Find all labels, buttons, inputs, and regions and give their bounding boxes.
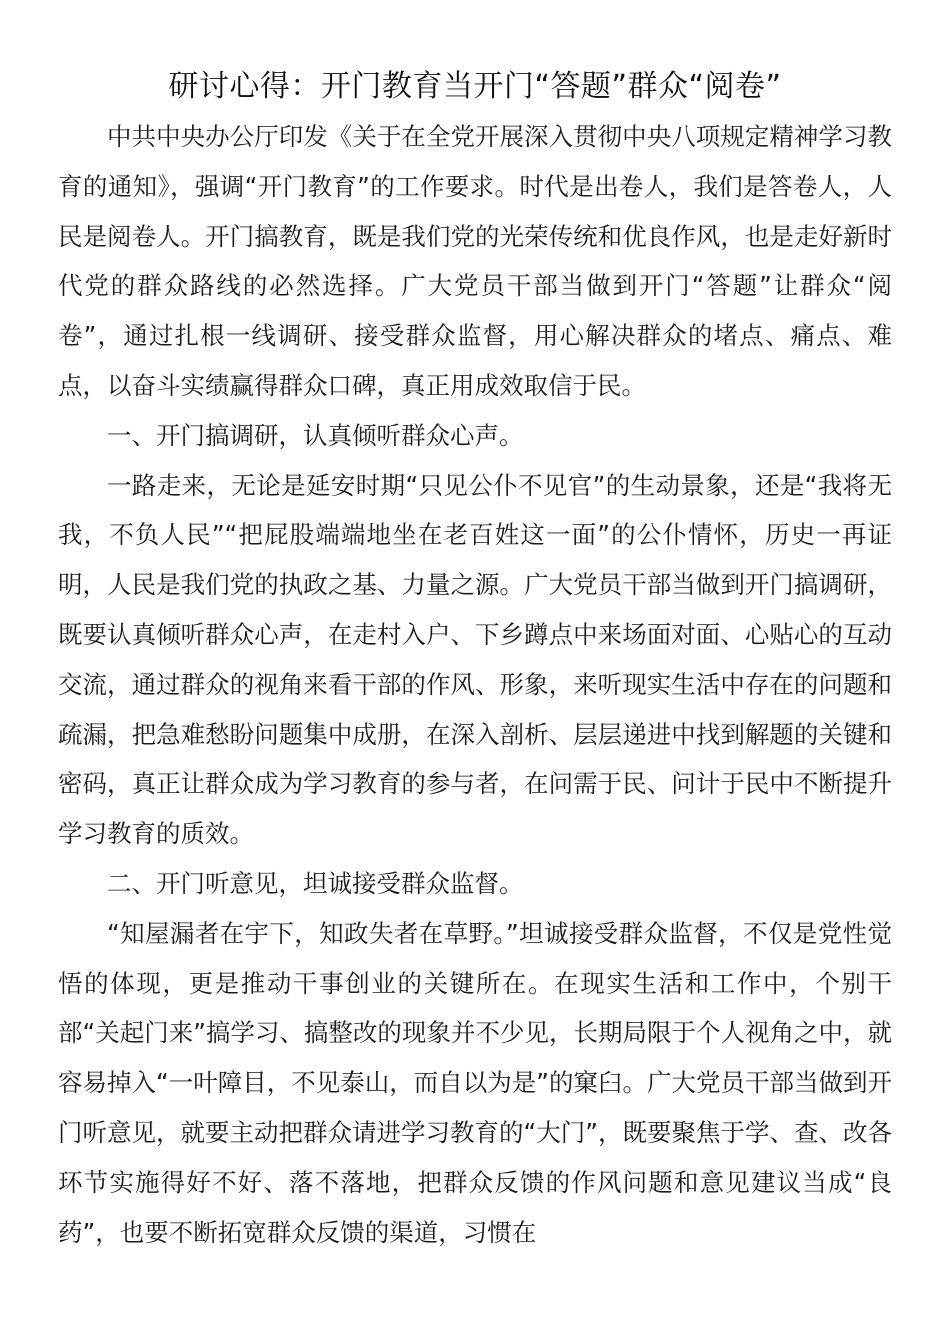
paragraph-intro: 中共中央办公厅印发《关于在全党开展深入贯彻中央八项规定精神学习教育的通知》，强调“开门教育”的工作要求。时代是出卷人，我们是答卷人，人民是阅卷人。开门搞教育，既是我们党的光荣传统和优良作风，也是走好新时代党的群众路线的必然选择。广大党员干部当做到开门“答题”让群众“阅卷”，通过扎根一线调研、接受群众监督，用心解决群众的堵点、痛点、难点，以奋斗实绩赢得群众口碑，真正用成效取信于民。 (58, 122, 892, 400)
section-heading-2: 二、开门听意见，坦诚接受群众监督。 (107, 868, 524, 898)
paragraph-section-2: “知屋漏者在宇下，知政失者在草野。”坦诚接受群众监督，不仅是党性觉悟的体现，更是推动干事创业的关键所在。在现实生活和工作中，个别干部“关起门来”搞学习、搞整改的现象并不少见，长期局限于个人视角之中，就容易掉入“一叶障目，不见泰山，而自以为是”的窠臼。广大党员干部当做到开门听意见，就要主动把群众请进学习教育的“大门”，既要聚焦于学、查、改各环节实施得好不好、落不落地，把群众反馈的作风问题和意见建议当成“良药”，也要不断拓宽群众反馈的渠道，习惯在 (58, 918, 892, 1247)
document-title: 研讨心得：开门教育当开门“答题”群众“阅卷” (168, 69, 782, 104)
section-heading-1: 一、开门搞调研，认真倾听群众心声。 (107, 420, 524, 450)
document-page (58, 62, 892, 1257)
paragraph-section-1: 一路走来，无论是延安时期“只见公仆不见官”的生动景象，还是“我将无我，不负人民”“把屁股端端地坐在老百姓这一面”的公仆情怀，历史一再证明，人民是我们党的执政之基、力量之源。广大党员干部当做到开门搞调研，既要认真倾听群众心声，在走村入户、下乡蹲点中来场面对面、心贴心的互动交流，通过群众的视角来看干部的作风、形象，来听现实生活中存在的问题和疏漏，把急难愁盼问题集中成册，在深入剖析、层层递进中找到解题的关键和密码，真正让群众成为学习教育的参与者，在问需于民、问计于民中不断提升学习教育的质效。 (58, 470, 892, 849)
